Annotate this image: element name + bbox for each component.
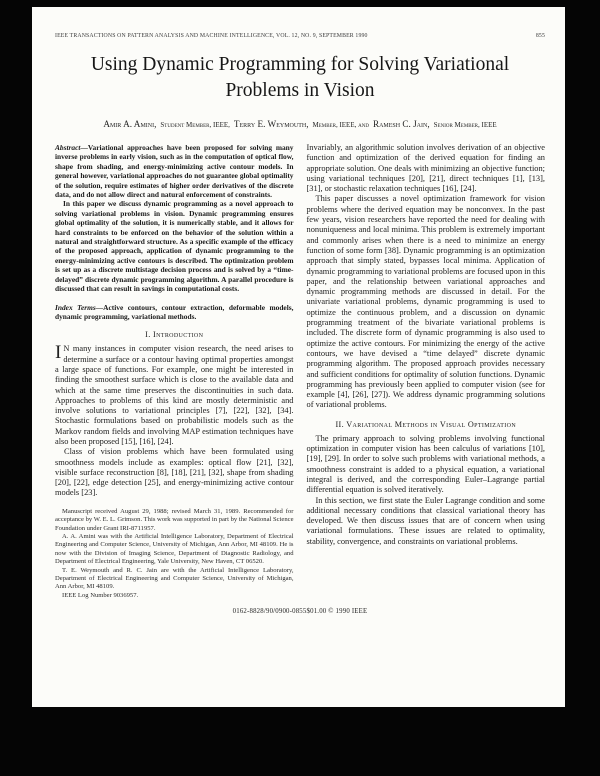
two-column-body (55, 143, 545, 600)
author-name-2: Terry E. Weymouth, (233, 119, 309, 129)
index-terms (55, 303, 294, 322)
intro-paragraph-1 (55, 344, 294, 447)
section-heading-introduction: I. Introduction (145, 330, 204, 340)
paper-page (32, 7, 565, 707)
abstract-text-1: Variational approaches have been proposed for solving many inverse problems in early vision, such as in the computation of optical flow, shape from shading, and energy-minimizing active contour models. In general however, variational approaches do not guarantee global optimality of the solution, require estimates of higher order derivatives of the discrete data, and do not allow direct and natural enforcement of constraints. (55, 143, 294, 200)
right-paragraph-1: Invariably, an algorithmic solution involves derivation of an objective function and optimization of the derived equation for finding an appropriate solution. One deals with minimizing an objective function; using variational techniques [20], [21], direct techniques [1], [13], [31], or stochastic relaxation techniques [16], [24]. (306, 143, 545, 194)
drop-cap: I (55, 342, 62, 364)
footnote-manuscript: Manuscript received August 29, 1988; revised March 31, 1989. Recommended for acceptance by W. E. L. Grimson. This work was supported in part by the National Science Foundation under Grant IRI-8711957. (55, 507, 294, 532)
scan-border-left (0, 0, 32, 776)
copyright-line: 0162-8828/90/0900-0855$01.00 © 1990 IEEE (232, 608, 368, 616)
abstract-label: Abstract— (55, 143, 88, 152)
paper-title-line-2: Problems in Vision (225, 80, 375, 101)
scan-border-right (565, 0, 600, 776)
abstract-paragraph-1 (55, 143, 294, 199)
footnote-log-number: IEEE Log Number 9036957. (62, 591, 139, 599)
intro-text-1: N many instances in computer vision research, the need arises to determine a surface or a contour having optimal properties amongst a large space of functions. For example, one might be interested in finding the smoothest surface which is close to the available data and which at the same time preserves the discontinuities in such data. Approaches to problems of this kind are mostly deterministic and involve solutions to variational principles [7], [22], [32], [34]. Stochastic formulations based on probabilistic models such as the Markov random fields and involving MAP estimation techniques have also been proposed [15], [16], [24]. (55, 344, 294, 446)
section-heading-variational-methods: II. Variational Methods in Visual Optimization (335, 419, 517, 429)
author-membership-3: Senior Member, IEEE (433, 121, 497, 129)
intro-paragraph-2: Class of vision problems which have been formulated using smoothness models include as examples: optical flow [21], [32], visible surface reconstruction [8], [18], [21], [32], shape from shading [20], [22], edge detection [25], and energy-minimizing active contour models [23]. (55, 447, 294, 498)
abstract-paragraph-2: In this paper we discuss dynamic programming as a novel approach to solving variational problems in vision. Dynamic programming ensures global optimality of the solution, it is numerically stable, and it allows for hard constraints to be enforced on the behavior of the solution within a natural and straightforward structure. As a specific example of the efficacy of the proposed approach, application of dynamic programming to the energy-minimizing active contours is described. The optimization problem is set up as a discrete multistage decision process and is solved by a “time-delayed” discrete dynamic programming algorithm. A parallel procedure is discussed that can result in savings in computational costs. (55, 199, 294, 294)
author-membership-2: Member, IEEE, and (312, 121, 369, 129)
scan-border-bottom (0, 707, 600, 776)
author-name-3: Ramesh C. Jain, (372, 119, 430, 129)
index-terms-label: Index Terms— (55, 302, 104, 312)
running-header (55, 33, 545, 39)
paper-title (55, 52, 545, 104)
byline (77, 117, 523, 131)
journal-citation: IEEE TRANSACTIONS ON PATTERN ANALYSIS AND MACHINE INTELLIGENCE, VOL. 12, NO. 9, SEPTEMBER 1990 (55, 33, 368, 39)
right-paragraph-3: The primary approach to solving problems involving functional optimization in computer vision has been calculus of variations [10], [19], [29]. In order to solve such problems with variational methods, a smoothness constraint is added to a physical equation, a variational integral is derived, and the corresponding Euler–Lagrange partial differential equation is solved iteratively. (306, 433, 545, 495)
footnote-author-1: A. A. Amini was with the Artificial Intelligence Laboratory, Department of Electrical Engineering and Computer Science, University of Michigan, Ann Arbor, MI 48109. He is now with the Division of Imaging Science, Department of Diagnostic Radiology, and Department of Electrical Engineering, Yale University, New Haven, CT 06520. (55, 532, 294, 566)
page-number: 855 (535, 33, 545, 39)
author-membership-1: Student Member, IEEE, (160, 121, 230, 129)
right-paragraph-4: In this section, we first state the Euler Lagrange condition and some additional necessary conditions that classical variational theory has developed. We then discuss issues that are of concern when using variational formulations. These issues are related to optimality, stability, convergence, and constraints on variational problems. (306, 495, 545, 546)
scan-border-top (0, 0, 600, 7)
left-column (55, 143, 294, 600)
footnote-author-2: T. E. Weymouth and R. C. Jain are with the Artificial Intelligence Laboratory, Department of Electrical Engineering and Computer Science, University of Michigan, Ann Arbor, MI 48109. (55, 566, 294, 591)
first-page-footnote (55, 508, 294, 600)
paper-title-line-1: Using Dynamic Programming for Solving Variational (90, 54, 510, 75)
author-name-1: Amir A. Amini, (103, 119, 157, 129)
right-paragraph-2: This paper discusses a novel optimization framework for vision problems where the derived equation may be nonconvex. In the past few years, vision researchers have reported the need for dealing with nonuniqueness and local minima. This problem is extremely important and commonly arises when there is a need to minimize an energy function of some form [38]. Dynamic programming is an optimization approach that simply stated, bypasses local minima. Application of dynamic programming to variational problems are focused upon in this paper, and the relationship between variational approaches and dynamic programming methods are discussed in detail. For the univariate variational problems, dynamic programming is used to optimize the continuous problem, and a discussion on dynamic programming treatment of the bivariate variational problems is included. The discrete form of dynamic programming is also used to optimize the active contours. For minimizing the energy of the active contours, we have devised a “time delayed” discrete dynamic programming algorithm. The proposed approach provides necessary and sufficient conditions for optimality of solution functions. Dynamic programming has previously been applied to computer vision (see for example [4], [26], [27]). We address dynamic programming solutions of variational problems. (306, 194, 545, 410)
index-terms-text: Active contours, contour extraction, deformable models, dynamic programming, variational methods. (55, 302, 294, 321)
right-column (307, 143, 546, 600)
